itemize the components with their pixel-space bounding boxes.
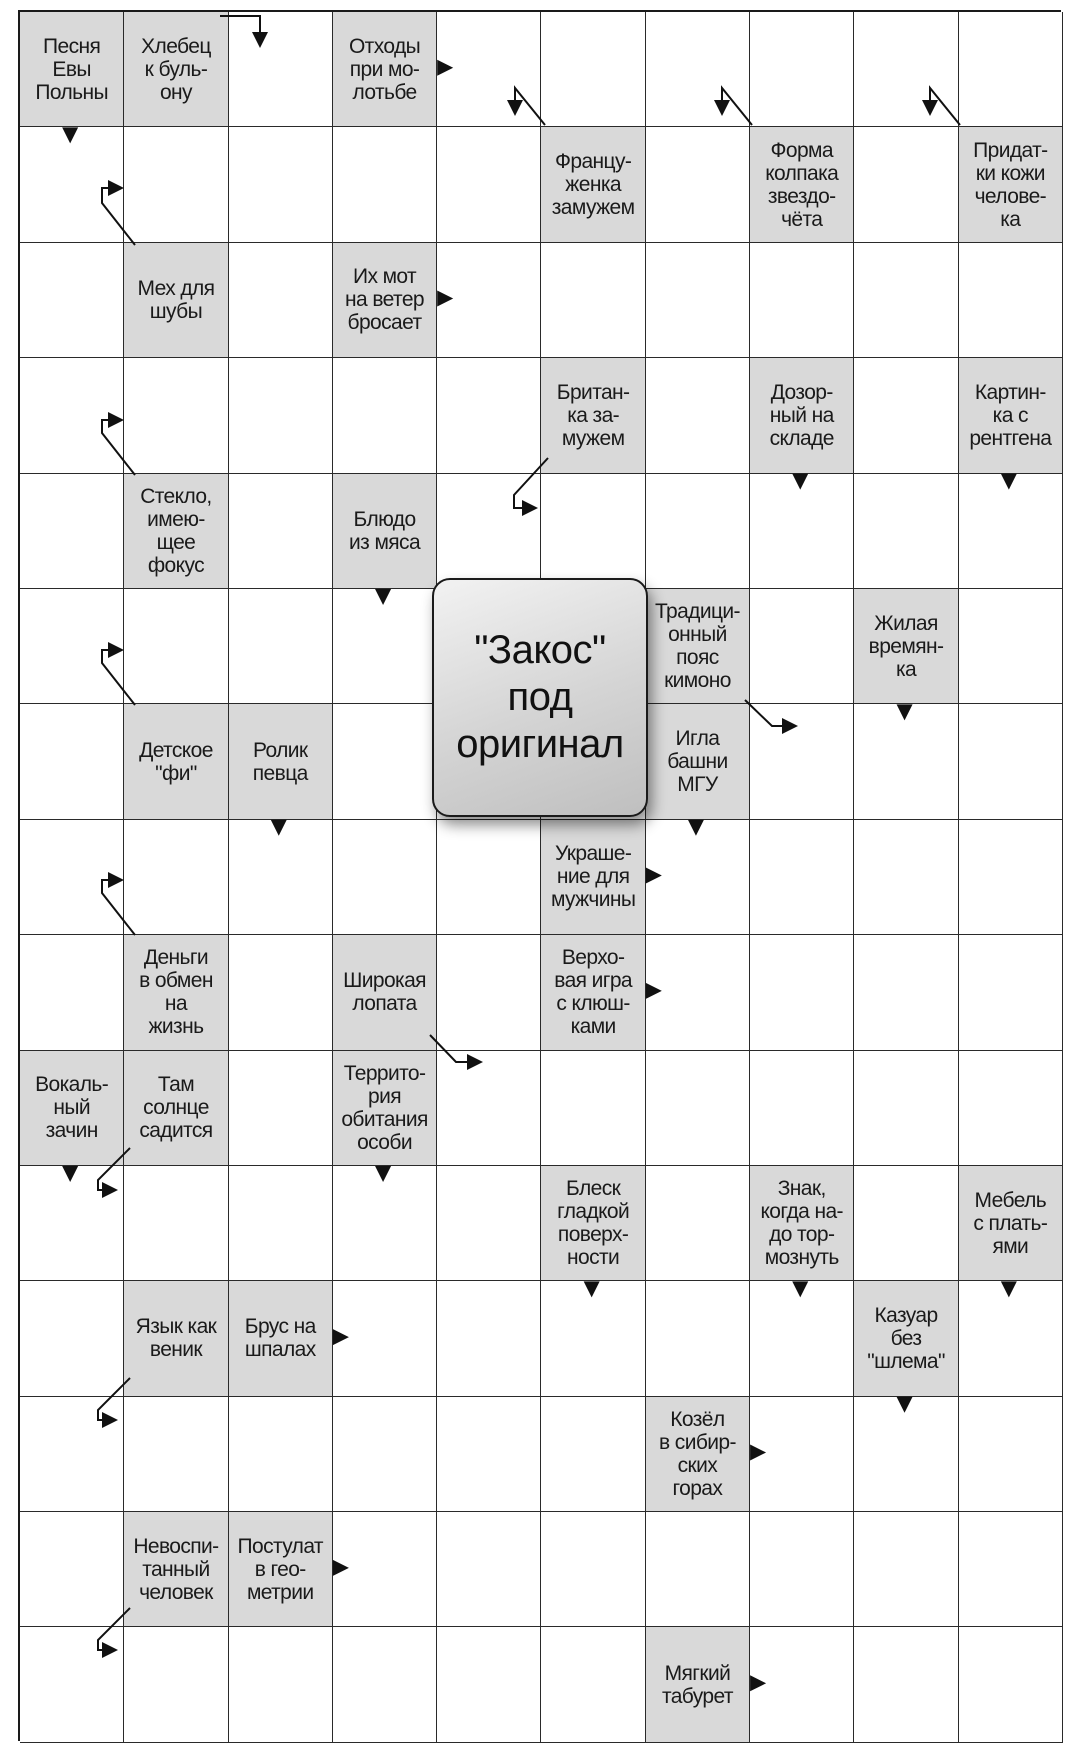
clue-text: Песня Евы Польны bbox=[35, 34, 108, 104]
answer-cell[interactable] bbox=[959, 474, 1063, 589]
answer-cell[interactable] bbox=[333, 704, 437, 819]
clue-cell bbox=[333, 935, 437, 1050]
clue-text: Детское "фи" bbox=[139, 738, 213, 785]
answer-cell[interactable] bbox=[124, 1627, 228, 1742]
answer-cell[interactable] bbox=[333, 127, 437, 242]
answer-cell[interactable] bbox=[20, 243, 124, 358]
clue-cell bbox=[124, 1512, 228, 1627]
answer-cell[interactable] bbox=[854, 474, 958, 589]
answer-cell[interactable] bbox=[854, 704, 958, 819]
clue-text: Невоспи- танный человек bbox=[133, 1534, 219, 1604]
answer-cell[interactable] bbox=[646, 12, 750, 127]
answer-cell[interactable] bbox=[437, 1512, 541, 1627]
answer-cell[interactable] bbox=[541, 12, 645, 127]
answer-cell[interactable] bbox=[750, 820, 854, 935]
answer-cell[interactable] bbox=[229, 820, 333, 935]
answer-cell[interactable] bbox=[750, 474, 854, 589]
clue-cell bbox=[750, 358, 854, 473]
answer-cell[interactable] bbox=[20, 820, 124, 935]
answer-cell[interactable] bbox=[333, 1397, 437, 1512]
answer-cell[interactable] bbox=[959, 820, 1063, 935]
answer-cell[interactable] bbox=[750, 1397, 854, 1512]
answer-cell[interactable] bbox=[20, 935, 124, 1050]
clue-cell bbox=[124, 935, 228, 1050]
answer-cell[interactable] bbox=[854, 1512, 958, 1627]
answer-cell[interactable] bbox=[854, 935, 958, 1050]
clue-text: Широкая лопата bbox=[343, 969, 426, 1016]
answer-cell[interactable] bbox=[854, 1051, 958, 1166]
answer-cell[interactable] bbox=[437, 474, 541, 589]
answer-cell[interactable] bbox=[124, 1166, 228, 1281]
clue-cell bbox=[229, 704, 333, 819]
answer-cell[interactable] bbox=[229, 474, 333, 589]
clue-cell bbox=[854, 589, 958, 704]
clue-text: Традици- онный пояс кимоно bbox=[654, 600, 740, 693]
clue-cell bbox=[20, 1051, 124, 1166]
clue-text: Хлебец к буль- ону bbox=[141, 34, 211, 104]
answer-cell[interactable] bbox=[124, 1397, 228, 1512]
answer-cell[interactable] bbox=[646, 1166, 750, 1281]
clue-text: Форма колпака звездо- чёта bbox=[765, 138, 839, 231]
clue-text: Казуар без "шлема" bbox=[867, 1303, 945, 1373]
answer-cell[interactable] bbox=[646, 820, 750, 935]
answer-cell[interactable] bbox=[333, 1512, 437, 1627]
clue-cell bbox=[750, 1166, 854, 1281]
clue-text: Жилая времян- ка bbox=[868, 611, 944, 681]
answer-cell[interactable] bbox=[333, 358, 437, 473]
clue-cell bbox=[646, 589, 750, 704]
clue-text: Деньги в обмен на жизнь bbox=[139, 946, 213, 1039]
clue-cell bbox=[959, 127, 1063, 242]
clue-cell bbox=[541, 127, 645, 242]
answer-cell[interactable] bbox=[20, 1397, 124, 1512]
answer-cell[interactable] bbox=[20, 127, 124, 242]
answer-cell[interactable] bbox=[959, 1281, 1063, 1396]
clue-text: Придат- ки кожи челове- ка bbox=[973, 138, 1048, 231]
clue-cell bbox=[124, 1281, 228, 1396]
clue-text: Ролик певца bbox=[252, 738, 308, 785]
answer-cell[interactable] bbox=[333, 1627, 437, 1742]
answer-cell[interactable] bbox=[333, 820, 437, 935]
answer-cell[interactable] bbox=[959, 1397, 1063, 1512]
answer-cell[interactable] bbox=[959, 704, 1063, 819]
clue-text: Дозор- ный на складе bbox=[769, 380, 834, 450]
answer-cell[interactable] bbox=[854, 358, 958, 473]
answer-cell[interactable] bbox=[229, 127, 333, 242]
answer-cell[interactable] bbox=[20, 1166, 124, 1281]
clue-text: Постулат в гео- метрии bbox=[237, 1534, 323, 1604]
answer-cell[interactable] bbox=[750, 12, 854, 127]
answer-cell[interactable] bbox=[646, 243, 750, 358]
answer-cell[interactable] bbox=[541, 474, 645, 589]
answer-cell[interactable] bbox=[959, 935, 1063, 1050]
puzzle-title-box bbox=[432, 578, 648, 817]
answer-cell[interactable] bbox=[20, 589, 124, 704]
clue-cell bbox=[124, 12, 228, 127]
puzzle-title: "Закос" под оригинал bbox=[456, 628, 624, 766]
answer-cell[interactable] bbox=[333, 1281, 437, 1396]
clue-text: Вокаль- ный зачин bbox=[35, 1073, 109, 1143]
clue-text: Террито- рия обитания особи bbox=[341, 1061, 428, 1154]
clue-text: Картин- ка с рентгена bbox=[969, 380, 1052, 450]
answer-cell[interactable] bbox=[750, 1051, 854, 1166]
answer-cell[interactable] bbox=[646, 358, 750, 473]
answer-cell[interactable] bbox=[124, 127, 228, 242]
clue-cell bbox=[229, 1512, 333, 1627]
clue-cell bbox=[854, 1281, 958, 1396]
answer-cell[interactable] bbox=[959, 243, 1063, 358]
answer-cell[interactable] bbox=[854, 1397, 958, 1512]
answer-cell[interactable] bbox=[959, 589, 1063, 704]
answer-cell[interactable] bbox=[229, 243, 333, 358]
crossword-grid bbox=[18, 10, 1061, 1741]
answer-cell[interactable] bbox=[20, 1281, 124, 1396]
answer-cell[interactable] bbox=[541, 1281, 645, 1396]
answer-cell[interactable] bbox=[437, 1627, 541, 1742]
answer-cell[interactable] bbox=[20, 704, 124, 819]
clue-cell bbox=[541, 820, 645, 935]
answer-cell[interactable] bbox=[229, 358, 333, 473]
answer-cell[interactable] bbox=[646, 1281, 750, 1396]
clue-cell bbox=[646, 1397, 750, 1512]
clue-cell bbox=[959, 1166, 1063, 1281]
clue-text: Знак, когда на- до тор- мознуть bbox=[760, 1177, 843, 1270]
clue-cell bbox=[541, 935, 645, 1050]
clue-text: Верхо- вая игра с клюш- ками bbox=[554, 946, 633, 1039]
answer-cell[interactable] bbox=[959, 1512, 1063, 1627]
answer-cell[interactable] bbox=[854, 1166, 958, 1281]
answer-cell[interactable] bbox=[541, 1627, 645, 1742]
answer-cell[interactable] bbox=[750, 704, 854, 819]
clue-cell bbox=[333, 243, 437, 358]
answer-cell[interactable] bbox=[229, 935, 333, 1050]
answer-cell[interactable] bbox=[229, 12, 333, 127]
answer-cell[interactable] bbox=[20, 474, 124, 589]
answer-cell[interactable] bbox=[646, 1512, 750, 1627]
answer-cell[interactable] bbox=[646, 474, 750, 589]
clue-cell bbox=[646, 1627, 750, 1742]
answer-cell[interactable] bbox=[646, 1051, 750, 1166]
answer-cell[interactable] bbox=[646, 935, 750, 1050]
clue-text: Францу- женка замужем bbox=[551, 150, 635, 220]
clue-text: Брус на шпалах bbox=[244, 1315, 316, 1362]
clue-cell bbox=[124, 1051, 228, 1166]
clue-cell bbox=[333, 474, 437, 589]
answer-cell[interactable] bbox=[20, 358, 124, 473]
answer-cell[interactable] bbox=[229, 1166, 333, 1281]
clue-text: Мех для шубы bbox=[137, 276, 215, 323]
answer-cell[interactable] bbox=[124, 589, 228, 704]
answer-cell[interactable] bbox=[959, 12, 1063, 127]
answer-cell[interactable] bbox=[750, 243, 854, 358]
clue-cell bbox=[541, 1166, 645, 1281]
answer-cell[interactable] bbox=[750, 1281, 854, 1396]
answer-cell[interactable] bbox=[541, 1051, 645, 1166]
clue-cell bbox=[124, 243, 228, 358]
answer-cell[interactable] bbox=[437, 1397, 541, 1512]
answer-cell[interactable] bbox=[959, 1627, 1063, 1742]
answer-cell[interactable] bbox=[229, 589, 333, 704]
clue-text: Британ- ка за- мужем bbox=[556, 380, 630, 450]
clue-cell bbox=[646, 704, 750, 819]
answer-cell[interactable] bbox=[646, 127, 750, 242]
clue-cell bbox=[124, 474, 228, 589]
clue-cell bbox=[541, 358, 645, 473]
answer-cell[interactable] bbox=[959, 1051, 1063, 1166]
answer-cell[interactable] bbox=[229, 1397, 333, 1512]
answer-cell[interactable] bbox=[854, 127, 958, 242]
answer-cell[interactable] bbox=[541, 1397, 645, 1512]
answer-cell[interactable] bbox=[750, 935, 854, 1050]
answer-cell[interactable] bbox=[854, 820, 958, 935]
clue-cell bbox=[333, 1051, 437, 1166]
answer-cell[interactable] bbox=[750, 1627, 854, 1742]
clue-cell bbox=[959, 358, 1063, 473]
answer-cell[interactable] bbox=[437, 243, 541, 358]
answer-cell[interactable] bbox=[854, 243, 958, 358]
clue-text: Мягкий табурет bbox=[661, 1661, 733, 1708]
answer-cell[interactable] bbox=[437, 127, 541, 242]
answer-cell[interactable] bbox=[20, 1512, 124, 1627]
clue-cell bbox=[124, 704, 228, 819]
clue-text: Мебель с плать- ями bbox=[973, 1188, 1048, 1258]
answer-cell[interactable] bbox=[854, 1627, 958, 1742]
clue-cell bbox=[229, 1281, 333, 1396]
answer-cell[interactable] bbox=[750, 1512, 854, 1627]
clue-cell bbox=[750, 127, 854, 242]
clue-text: Блюдо из мяса bbox=[349, 507, 421, 554]
answer-cell[interactable] bbox=[437, 935, 541, 1050]
clue-text: Их мот на ветер бросает bbox=[345, 265, 425, 335]
answer-cell[interactable] bbox=[541, 1512, 645, 1627]
answer-cell[interactable] bbox=[229, 1051, 333, 1166]
clue-text: Отходы при мо- лотьбе bbox=[348, 34, 421, 104]
clue-text: Блеск гладкой поверх- ности bbox=[557, 1177, 630, 1270]
answer-cell[interactable] bbox=[437, 358, 541, 473]
answer-cell[interactable] bbox=[229, 1627, 333, 1742]
answer-cell[interactable] bbox=[333, 589, 437, 704]
clue-text: Там солнце садится bbox=[139, 1073, 213, 1143]
answer-cell[interactable] bbox=[124, 358, 228, 473]
answer-cell[interactable] bbox=[124, 820, 228, 935]
answer-cell[interactable] bbox=[437, 1051, 541, 1166]
answer-cell[interactable] bbox=[20, 1627, 124, 1742]
clue-cell bbox=[20, 12, 124, 127]
answer-cell[interactable] bbox=[437, 12, 541, 127]
clue-text: Украше- ние для мужчины bbox=[550, 842, 636, 912]
answer-cell[interactable] bbox=[333, 1166, 437, 1281]
answer-cell[interactable] bbox=[437, 1166, 541, 1281]
clue-text: Стекло, имею- щее фокус bbox=[140, 484, 212, 577]
answer-cell[interactable] bbox=[750, 589, 854, 704]
answer-cell[interactable] bbox=[541, 243, 645, 358]
clue-text: Язык как веник bbox=[135, 1315, 217, 1362]
clue-text: Козёл в сибир- ских горах bbox=[659, 1407, 736, 1500]
clue-cell bbox=[333, 12, 437, 127]
answer-cell[interactable] bbox=[854, 12, 958, 127]
answer-cell[interactable] bbox=[437, 820, 541, 935]
answer-cell[interactable] bbox=[437, 1281, 541, 1396]
clue-text: Игла башни МГУ bbox=[667, 727, 728, 797]
